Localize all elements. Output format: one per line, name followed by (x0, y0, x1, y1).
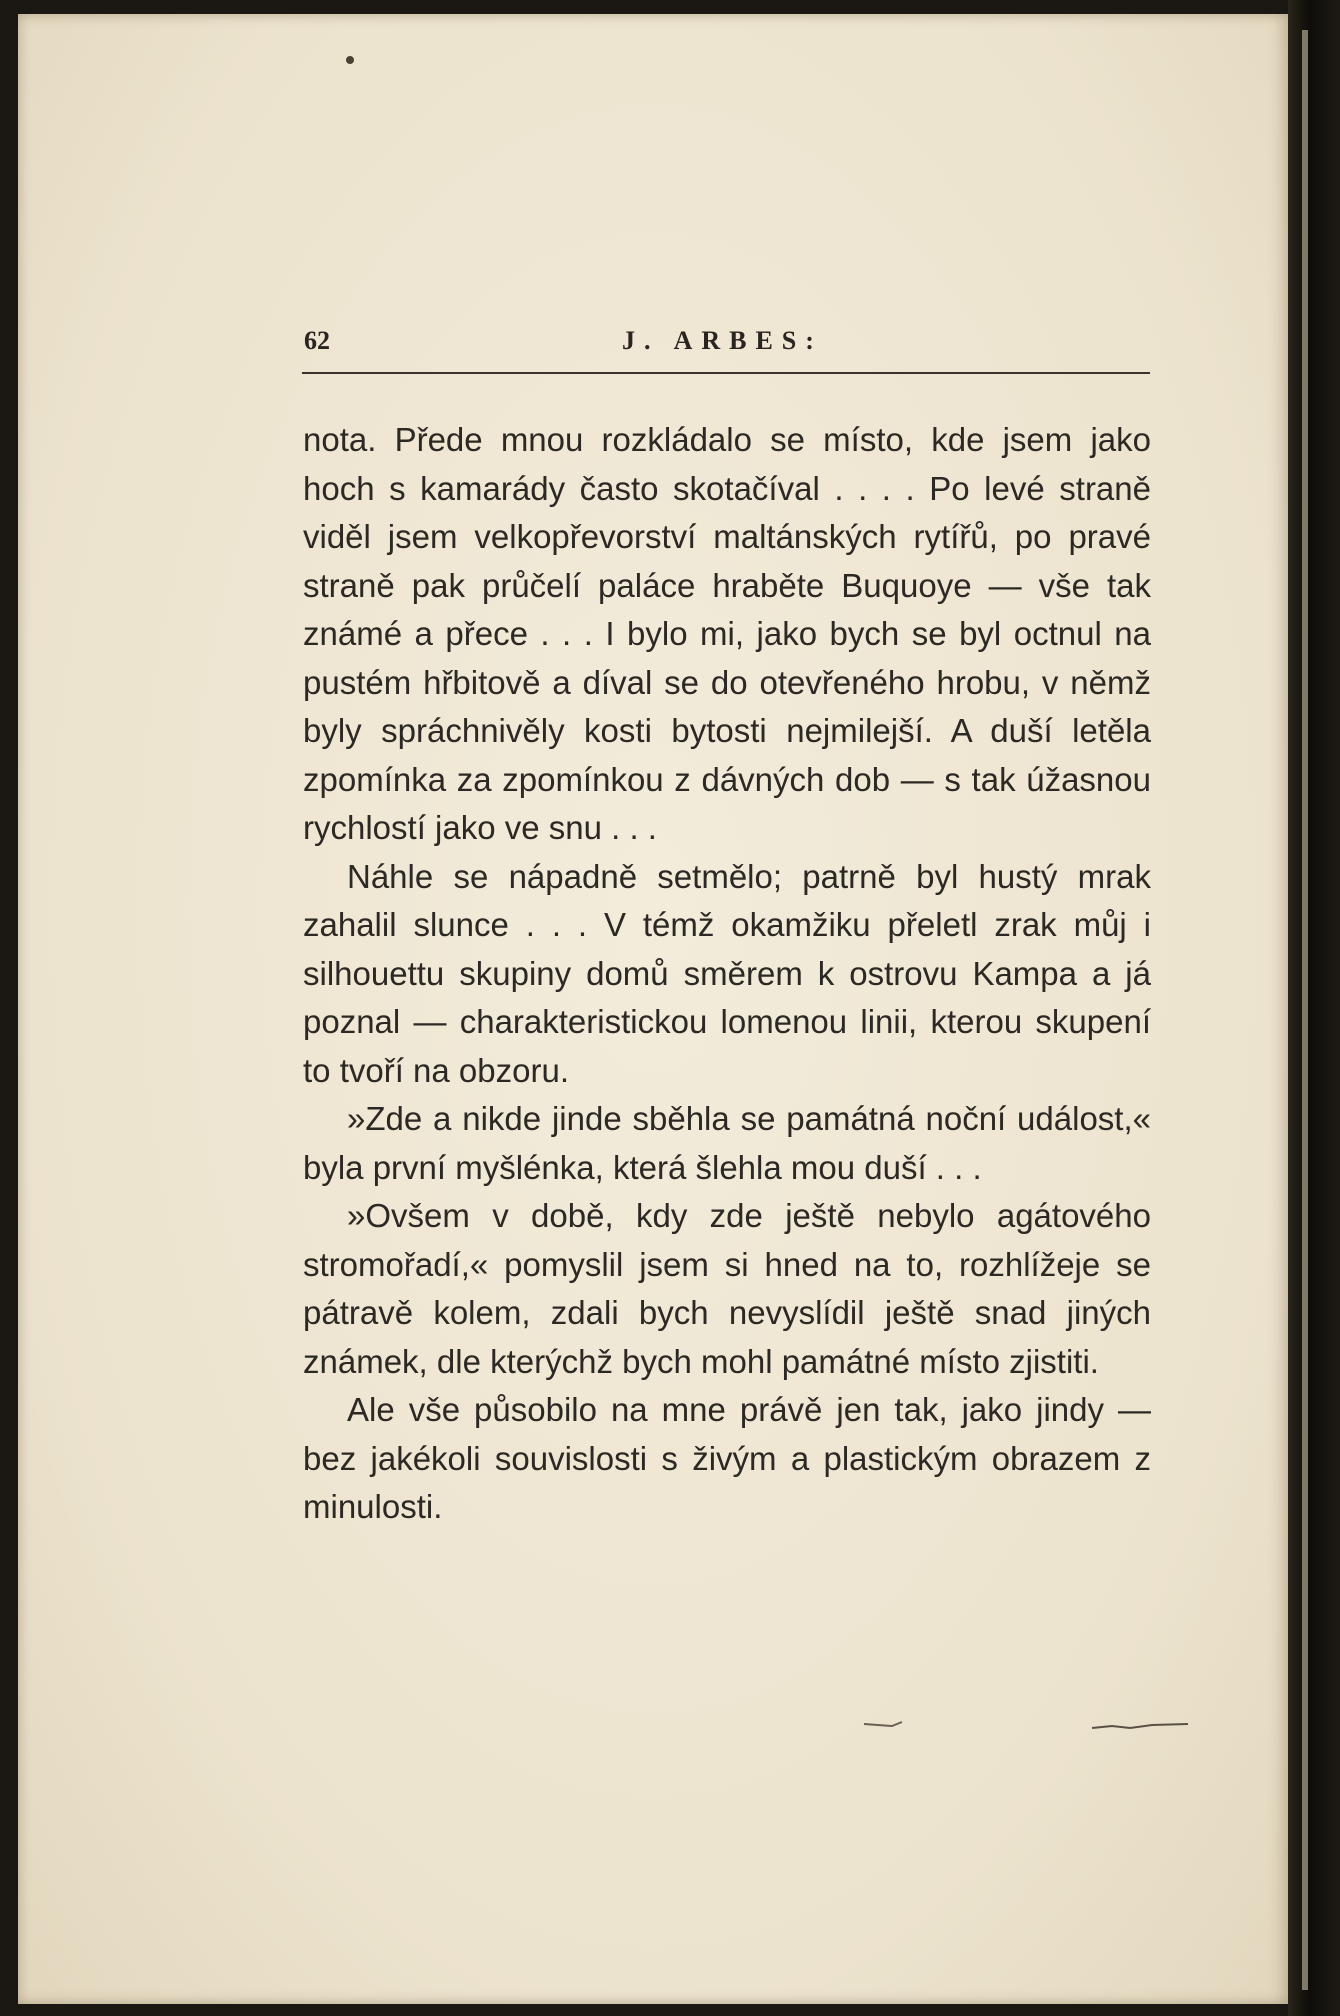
body-text (303, 416, 1151, 1532)
paragraph: nota. Přede mnou rozkládalo se místo, kde jsem jako hoch s kamarády často skotačíval . . . . Po levé straně viděl jsem velkopřevorství maltánských rytířů, po pravé straně pak průčelí paláce hraběte Buquoye — vše tak známé a přece . . . I bylo mi, jako bych se byl octnul na pustém hřbitově a díval se do otevřeného hrobu, v němž byly spráchnivěly kosti bytosti nejmilejší. A duší letěla zpomínka za zpomínkou z dávných dob — s tak úžasnou rychlostí jako ve snu . . . (303, 421, 1151, 846)
paragraph: »Zde a nikde jinde sběhla se památná noční událost,« byla první myšlénka, která šlehla mou duší . . . (303, 1100, 1151, 1186)
paragraph: Náhle se nápadně setmělo; patrně byl hustý mrak zahalil slunce . . . V témž okamžiku přeletl zrak můj i silhouettu skupiny domů směrem k ostrovu Kampa a já poznal — charakteristickou lomenou linii, kterou skupení to tvoří na obzoru. (303, 857, 1151, 1089)
header-rule (302, 372, 1150, 374)
next-page-edge (1302, 30, 1308, 1990)
ink-smudges (862, 1712, 1192, 1742)
page-header (304, 322, 1150, 368)
paragraph: Ale vše působilo na mne právě jen tak, jako jindy — bez jakékoli souvislosti s živým a plastickým obrazem z minulosti. (303, 1391, 1151, 1525)
running-head: J. ARBES: (622, 326, 823, 355)
ink-speck (346, 56, 354, 64)
paragraph: »Ovšem v době, kdy zde ještě nebylo agátového stromořadí,« pomyslil jsem si hned na to, rozhlížeje se pátravě kolem, zdali bych nevyslídil ještě snad jiných známek, dle kterýchž bych mohl památné místo zjistiti. (303, 1197, 1151, 1380)
book-gutter (1288, 0, 1340, 2016)
page-number: 62 (304, 326, 330, 355)
